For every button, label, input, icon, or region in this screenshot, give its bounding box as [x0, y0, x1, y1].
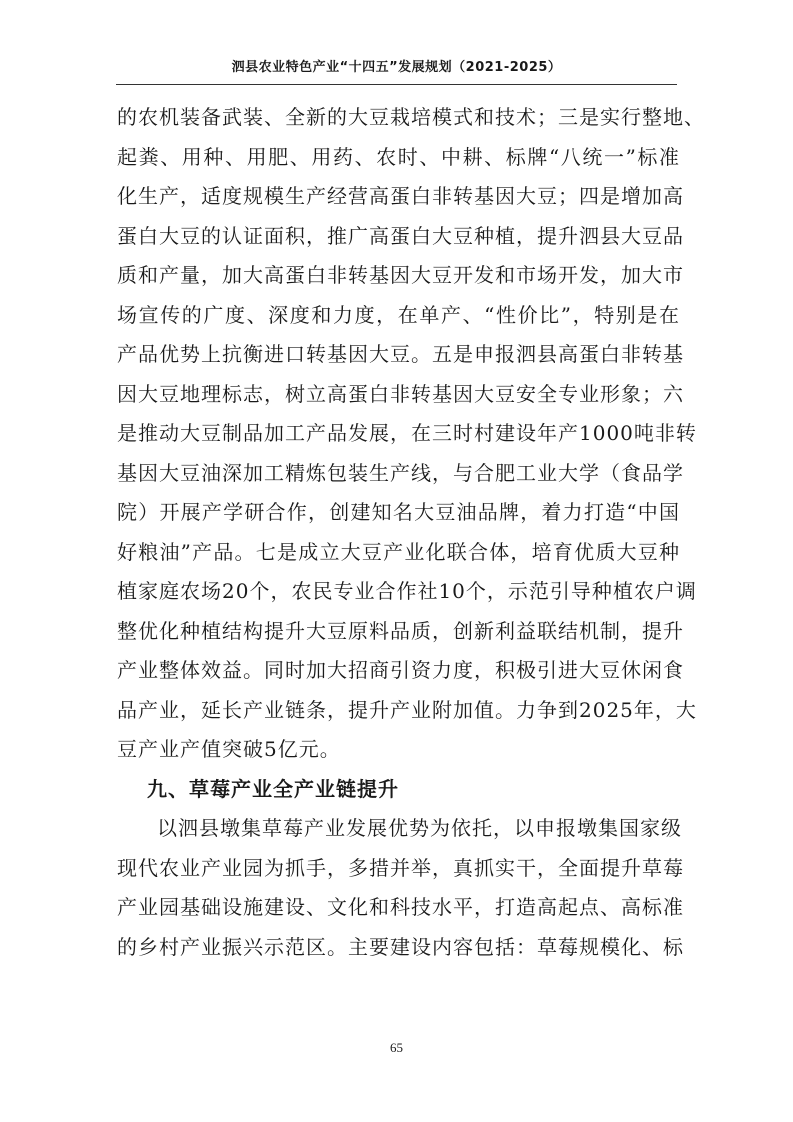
page-header-title: 泗县农业特色产业“十四五”发展规划（2021-2025） — [231, 60, 562, 75]
paragraph-line: 场宣传的广度、深度和力度，在单产、“性价比”，特别是在 — [117, 302, 680, 327]
paragraph-line: 起粪、用种、用肥、用药、农时、中耕、标牌“八统一”标准 — [117, 144, 680, 169]
paragraph-line: 产品优势上抗衡进口转基因大豆。五是申报泗县高蛋白非转基 — [117, 342, 684, 366]
page-number: 65 — [390, 1040, 403, 1055]
paragraph-line: 因大豆地理标志，树立高蛋白非转基因大豆安全专业形象；六 — [117, 381, 684, 406]
section-heading: 九、草莓产业全产业链提升 — [147, 776, 399, 801]
header-divider — [116, 84, 677, 85]
paragraph-line: 质和产量，加大高蛋白非转基因大豆开发和市场开发，加大市 — [117, 263, 684, 287]
paragraph-line: 产业园基础设施建设、文化和科技水平，打造高起点、高标准 — [117, 895, 684, 919]
paragraph-line: 现代农业产业园为抓手，多措并举，真抓实干，全面提升草莓 — [117, 855, 684, 880]
paragraph-line: 植家庭农场20个，农民专业合作社10个，示范引导种植农户调 — [117, 579, 697, 603]
paragraph-line: 的乡村产业振兴示范区。主要建设内容包括：草莓规模化、标 — [117, 934, 684, 959]
paragraph-line: 蛋白大豆的认证面积，推广高蛋白大豆种植，提升泗县大豆品 — [117, 223, 684, 248]
paragraph-line: 的农机装备武装、全新的大豆栽培模式和技术；三是实行整地、 — [117, 105, 705, 129]
paragraph-line: 整优化种植结构提升大豆原料品质，创新利益联结机制，提升 — [117, 618, 684, 643]
paragraph-line: 基因大豆油深加工精炼包装生产线，与合肥工业大学（食品学 — [117, 460, 684, 485]
paragraph-line: 以泗县墩集草莓产业发展优势为依托，以申报墩集国家级 — [157, 816, 682, 840]
paragraph-line: 是推动大豆制品加工产品发展，在三时村建设年产1000吨非转 — [117, 421, 697, 445]
paragraph-line: 豆产业产值突破5亿元。 — [117, 737, 341, 761]
paragraph-line: 院）开展产学研合作，创建知名大豆油品牌，着力打造“中国 — [117, 500, 680, 524]
paragraph-line: 产业整体效益。同时加大招商引资力度，积极引进大豆休闲食 — [117, 658, 684, 682]
body-text — [117, 98, 705, 967]
paragraph-line: 品产业，延长产业链条，提升产业附加值。力争到2025年，大 — [117, 697, 697, 722]
paragraph-line: 化生产，适度规模生产经营高蛋白非转基因大豆；四是增加高 — [117, 184, 684, 208]
paragraph-line: 好粮油”产品。七是成立大豆产业化联合体，培育优质大豆种 — [117, 539, 680, 564]
